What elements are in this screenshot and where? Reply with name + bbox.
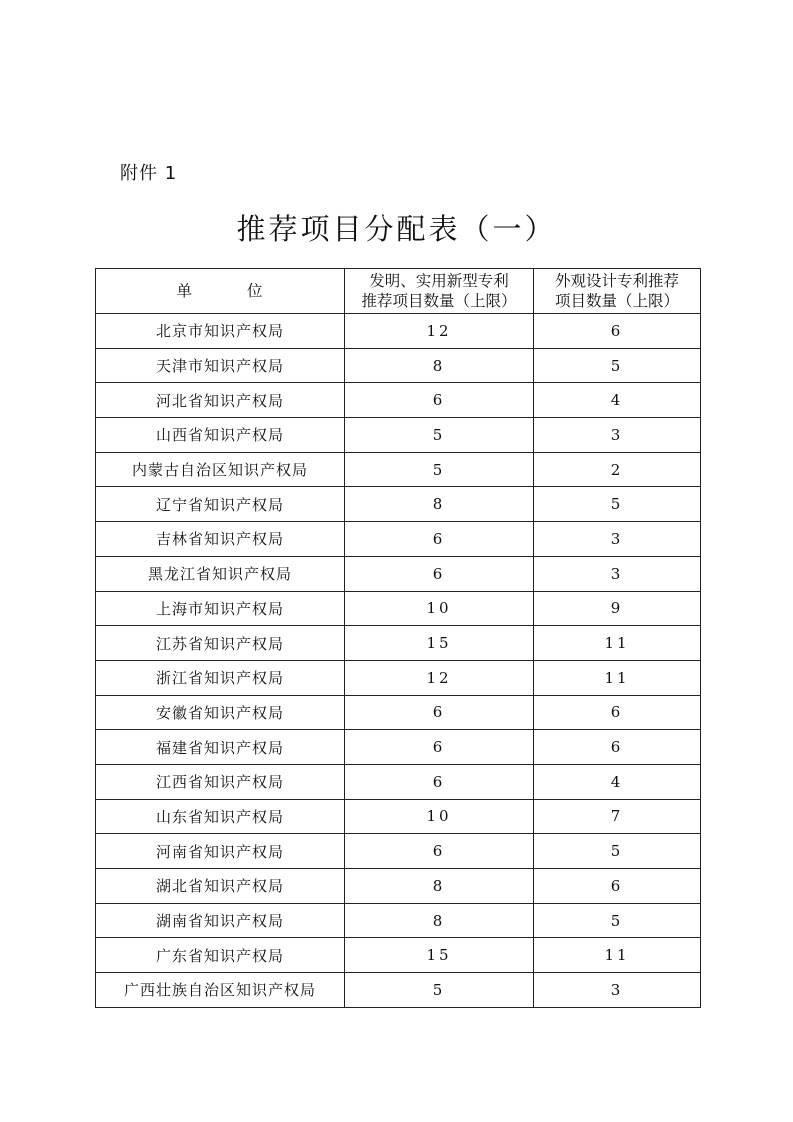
cell-invention-quota: 12 xyxy=(345,660,534,695)
cell-unit: 福建省知识产权局 xyxy=(96,730,345,765)
cell-invention-quota: 6 xyxy=(345,834,534,869)
cell-invention-quota: 6 xyxy=(345,695,534,730)
table-row xyxy=(96,383,701,418)
header-invention-quota xyxy=(345,269,534,314)
table-row xyxy=(96,903,701,938)
cell-unit: 湖南省知识产权局 xyxy=(96,903,345,938)
cell-design-quota: 11 xyxy=(534,938,701,973)
cell-invention-quota: 6 xyxy=(345,383,534,418)
cell-invention-quota: 6 xyxy=(345,556,534,591)
table-row xyxy=(96,799,701,834)
cell-design-quota: 5 xyxy=(534,348,701,383)
cell-unit: 广西壮族自治区知识产权局 xyxy=(96,973,345,1008)
cell-design-quota: 9 xyxy=(534,591,701,626)
cell-unit: 内蒙古自治区知识产权局 xyxy=(96,452,345,487)
header-invention-line1: 发明、实用新型专利 xyxy=(369,272,509,290)
cell-design-quota: 3 xyxy=(534,973,701,1008)
table-row xyxy=(96,730,701,765)
cell-design-quota: 4 xyxy=(534,383,701,418)
cell-design-quota: 6 xyxy=(534,314,701,349)
cell-unit: 河南省知识产权局 xyxy=(96,834,345,869)
cell-unit: 江西省知识产权局 xyxy=(96,764,345,799)
table-row xyxy=(96,487,701,522)
cell-unit: 山东省知识产权局 xyxy=(96,799,345,834)
cell-unit: 浙江省知识产权局 xyxy=(96,660,345,695)
table-row xyxy=(96,556,701,591)
table-row xyxy=(96,695,701,730)
cell-design-quota: 3 xyxy=(534,522,701,557)
table-row xyxy=(96,626,701,661)
cell-invention-quota: 5 xyxy=(345,452,534,487)
table-row xyxy=(96,314,701,349)
cell-invention-quota: 6 xyxy=(345,764,534,799)
table-body xyxy=(96,314,701,1008)
cell-design-quota: 6 xyxy=(534,730,701,765)
cell-design-quota: 5 xyxy=(534,903,701,938)
cell-design-quota: 5 xyxy=(534,487,701,522)
cell-unit: 江苏省知识产权局 xyxy=(96,626,345,661)
table-header-row xyxy=(96,269,701,314)
header-design-line1: 外观设计专利推荐 xyxy=(554,272,679,290)
cell-design-quota: 11 xyxy=(534,626,701,661)
cell-unit: 河北省知识产权局 xyxy=(96,383,345,418)
header-design-line2: 项目数量（上限） xyxy=(554,292,679,310)
cell-unit: 广东省知识产权局 xyxy=(96,938,345,973)
cell-invention-quota: 15 xyxy=(345,938,534,973)
table-row xyxy=(96,452,701,487)
cell-invention-quota: 8 xyxy=(345,487,534,522)
table-row xyxy=(96,938,701,973)
cell-unit: 辽宁省知识产权局 xyxy=(96,487,345,522)
attachment-label: 附件 1 xyxy=(120,163,178,184)
cell-unit: 安徽省知识产权局 xyxy=(96,695,345,730)
table-row xyxy=(96,522,701,557)
header-invention-line2: 推荐项目数量（上限） xyxy=(361,292,517,310)
page-title: 推荐项目分配表（一） xyxy=(236,212,557,246)
table-row xyxy=(96,973,701,1008)
table-row xyxy=(96,418,701,453)
header-design-quota xyxy=(534,269,701,314)
cell-invention-quota: 15 xyxy=(345,626,534,661)
cell-unit: 上海市知识产权局 xyxy=(96,591,345,626)
table-row xyxy=(96,660,701,695)
cell-unit: 黑龙江省知识产权局 xyxy=(96,556,345,591)
cell-invention-quota: 10 xyxy=(345,799,534,834)
header-unit-char-a: 单 xyxy=(176,282,193,300)
cell-design-quota: 6 xyxy=(534,695,701,730)
cell-invention-quota: 12 xyxy=(345,314,534,349)
cell-unit: 吉林省知识产权局 xyxy=(96,522,345,557)
cell-invention-quota: 5 xyxy=(345,418,534,453)
header-unit xyxy=(96,269,345,314)
cell-invention-quota: 5 xyxy=(345,973,534,1008)
table-row xyxy=(96,348,701,383)
cell-design-quota: 4 xyxy=(534,764,701,799)
cell-unit: 湖北省知识产权局 xyxy=(96,869,345,904)
cell-invention-quota: 8 xyxy=(345,348,534,383)
table-row xyxy=(96,834,701,869)
cell-invention-quota: 6 xyxy=(345,730,534,765)
cell-design-quota: 5 xyxy=(534,834,701,869)
table-row xyxy=(96,591,701,626)
cell-invention-quota: 6 xyxy=(345,522,534,557)
cell-design-quota: 6 xyxy=(534,869,701,904)
cell-design-quota: 7 xyxy=(534,799,701,834)
cell-design-quota: 3 xyxy=(534,556,701,591)
cell-design-quota: 3 xyxy=(534,418,701,453)
table-row xyxy=(96,764,701,799)
cell-design-quota: 2 xyxy=(534,452,701,487)
cell-invention-quota: 8 xyxy=(345,869,534,904)
allocation-table xyxy=(95,268,701,1008)
cell-unit: 天津市知识产权局 xyxy=(96,348,345,383)
cell-unit: 山西省知识产权局 xyxy=(96,418,345,453)
cell-invention-quota: 8 xyxy=(345,903,534,938)
header-unit-char-b: 位 xyxy=(247,282,264,300)
cell-design-quota: 11 xyxy=(534,660,701,695)
cell-unit: 北京市知识产权局 xyxy=(96,314,345,349)
table-row xyxy=(96,869,701,904)
cell-invention-quota: 10 xyxy=(345,591,534,626)
